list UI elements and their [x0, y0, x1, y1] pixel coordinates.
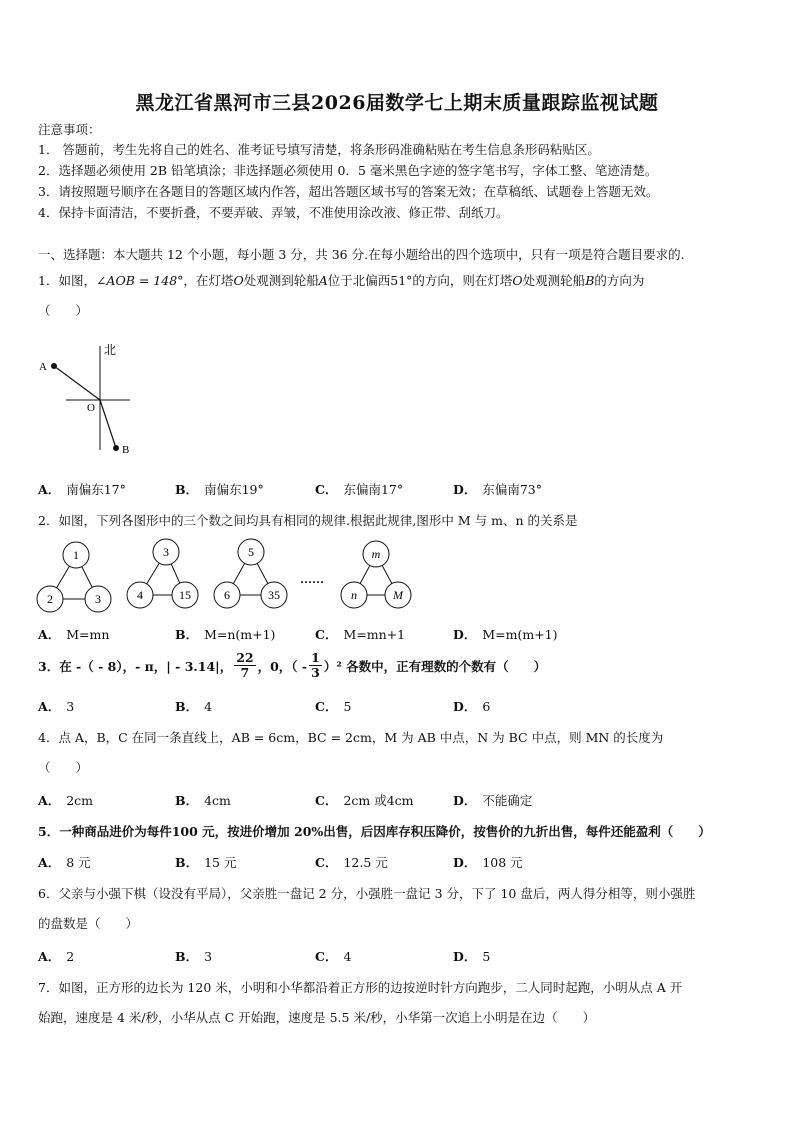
q3-post: ）² 各数中，正有理数的个数有（ ） — [323, 658, 547, 674]
q2-triangle-2 — [127, 539, 198, 608]
svg-text:m: m — [371, 547, 381, 561]
question-5-text: 5．一种商品进价为每件100 元，按进价增加 20%出售，后因库存积压降价，按售价的九折出售，每件还能盈利（ ） — [38, 824, 711, 839]
section-heading: 一、选择题：本大题共 12 个小题，每小题 3 分，共 36 分.在每小题给出的四个选项中，只有一项是符合题目要求的. — [38, 247, 685, 262]
q1-figure — [34, 338, 144, 458]
q1-o1: O — [233, 273, 244, 288]
q2-triangle-4 — [341, 541, 411, 608]
q5-option-a: A． 8 元 — [38, 855, 91, 870]
svg-text:15: 15 — [179, 588, 191, 602]
q1-part-a: 1．如图， — [38, 273, 96, 288]
q2-option-c: C． M=mn+1 — [315, 627, 406, 642]
ray-oa — [54, 366, 100, 400]
svg-text:4: 4 — [137, 588, 143, 602]
point-a — [51, 363, 57, 369]
q2-option-b: B． M=n(m+1) — [175, 627, 276, 642]
q6-option-c: C． 4 — [315, 949, 352, 964]
q6-option-a: A． 2 — [38, 949, 75, 964]
svg-text:3: 3 — [163, 545, 169, 559]
question-7-text-2: 始跑，速度是 4 米/秒，小华从点 C 开始跑，速度是 5.5 米/秒，小华第一次追上小明是在边（ ） — [38, 1010, 596, 1025]
svg-text:2: 2 — [47, 592, 53, 606]
label-a: A — [39, 361, 47, 373]
q3-option-c: C． 5 — [315, 699, 352, 714]
q3-mid: ，0，（ - — [257, 658, 308, 674]
label-b: B — [122, 444, 130, 456]
q3-option-b: B． 4 — [175, 699, 213, 714]
q1-part-g: 的方向为 — [594, 273, 645, 288]
q1-o2: O — [512, 273, 523, 288]
q1-angle: ∠AOB = 148° — [95, 273, 184, 288]
q5-option-d: D． 108 元 — [453, 855, 523, 870]
question-2-text: 2．如图，下列各图形中的三个数之间均具有相同的规律.根据此规律,图形中 M 与 m、n 的关系是 — [38, 513, 578, 528]
question-6-text: 6．父亲与小强下棋（设没有平局），父亲胜一盘记 2 分，小强胜一盘记 3 分，下了 10 盘后，两人得分相等，则小强胜 — [38, 886, 696, 901]
q1-paren: （ ） — [38, 303, 89, 318]
q3-pre: 3．在 -（ - 8），- π，| - 3.14|， — [38, 658, 233, 674]
q1-part-d: 位于北偏西 — [327, 273, 391, 288]
question-6-text-2: 的盘数是（ ） — [38, 916, 139, 931]
page-title: 黑龙江省黑河市三县2026届数学七上期末质量跟踪监视试题 — [135, 92, 659, 114]
q3-option-d: D． 6 — [453, 699, 491, 714]
q6-option-b: B． 3 — [175, 949, 213, 964]
q2-figure — [30, 535, 430, 615]
svg-text:35: 35 — [268, 588, 280, 602]
q1-option-a: A． 南偏东17° — [38, 482, 126, 497]
svg-text:6: 6 — [224, 588, 230, 602]
q4-option-b: B． 4cm — [175, 793, 231, 808]
question-1-text — [38, 271, 644, 289]
q1-part-c: 处观测到轮船 — [243, 273, 319, 288]
q2-option-a: A． M=mn — [38, 627, 110, 642]
q1-part-b: ，在灯塔 — [183, 273, 234, 288]
q2-triangle-1 — [37, 542, 111, 612]
q2-triangle-3 — [214, 539, 287, 608]
notice-item-2: 2．选择题必须使用 2B 铅笔填涂；非选择题必须使用 0．5 毫米黑色字迹的签字笔书写，字体工整、笔迹清楚。 — [38, 163, 658, 178]
q3-option-a: A． 3 — [38, 699, 75, 714]
label-o: O — [87, 402, 95, 414]
q1-a: A — [318, 273, 328, 288]
svg-text:3: 3 — [95, 592, 101, 606]
ray-ob — [100, 400, 116, 448]
q3-fraction-22-7: $\frac{22}{7}$ — [236, 650, 254, 680]
q4-paren: （ ） — [38, 760, 89, 775]
notice-item-3: 3．请按照题号顺序在各题目的答题区域内作答，超出答题区域书写的答案无效；在草稿纸、试题卷上答题无效。 — [38, 184, 659, 199]
question-4-text: 4．点 A，B，C 在同一条直线上，AB = 6cm，BC = 2cm，M 为 AB 中点，N 为 BC 中点，则 MN 的长度为 — [38, 730, 664, 745]
q2-option-d: D． M=m(m+1) — [453, 627, 558, 642]
svg-text:n: n — [351, 588, 357, 602]
q5-option-b: B． 15 元 — [175, 855, 237, 870]
q2-dots: …… — [300, 572, 324, 586]
question-3-text — [38, 651, 546, 680]
q4-option-a: A． 2cm — [38, 793, 94, 808]
svg-text:5: 5 — [248, 545, 254, 559]
q4-option-c: C． 2cm 或4cm — [315, 793, 414, 808]
notice-item-4: 4．保持卡面清洁，不要折叠，不要弄破、弄皱，不准使用涂改液、修正带、刮纸刀。 — [38, 205, 509, 220]
question-7-text: 7．如图，正方形的边长为 120 米，小明和小华都沿着正方形的边按逆时针方向跑步，二人同时起跑，小明从点 A 开 — [38, 980, 683, 995]
svg-text:1: 1 — [73, 548, 79, 562]
q4-option-d: D． 不能确定 — [453, 793, 533, 808]
q1-deg: 51° — [390, 273, 413, 288]
q1-b: B — [585, 273, 595, 288]
q1-option-b: B． 南偏东19° — [175, 482, 264, 497]
svg-text:M: M — [393, 588, 403, 602]
north-label: 北 — [104, 343, 117, 357]
q3-fraction-1-3: $\frac{1}{3}$ — [311, 650, 320, 680]
notice-heading: 注意事项： — [38, 122, 101, 137]
q1-option-d: D． 东偏南73° — [453, 482, 542, 497]
q1-part-f: 处观测轮船 — [522, 273, 586, 288]
q5-option-c: C． 12.5 元 — [315, 855, 388, 870]
q1-option-c: C． 东偏南17° — [315, 482, 404, 497]
point-b — [113, 445, 119, 451]
q1-part-e: 的方向，则在灯塔 — [412, 273, 513, 288]
q6-option-d: D． 5 — [453, 949, 491, 964]
notice-item-1: 1． 答题前，考生先将自己的姓名、准考证号填写清楚，将条形码准确粘贴在考生信息条形码粘贴区。 — [38, 142, 600, 157]
